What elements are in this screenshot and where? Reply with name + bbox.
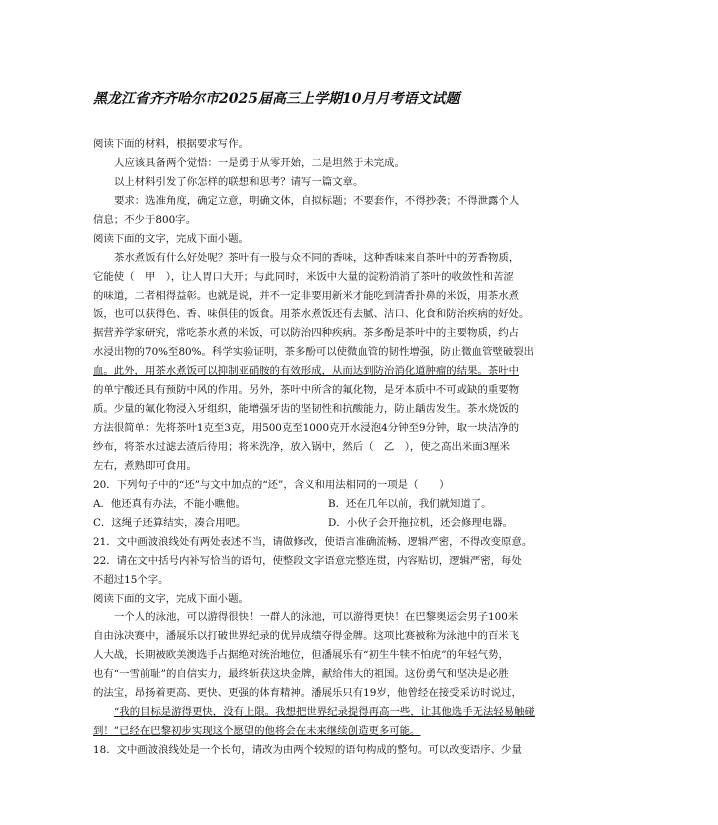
- passage-line: 的味道，二者相得益彰。也就是说，并不一定非要用新米才能吃到清香扑鼻的米饭，用茶水煮: [93, 289, 520, 302]
- passage-line: 人大战，长期被欧美澳选手占据绝对统治地位，但潘展乐有“初生牛犊不怕虎”的年轻气势，: [93, 649, 509, 662]
- instruction-line: 阅读下面的材料，根据要求写作。: [93, 138, 249, 150]
- page-title: 黑龙江省齐齐哈尔市2025届高三上学期10月月考语文试题: [93, 91, 460, 107]
- passage-line: 一个人的泳池，可以游得很快！一群人的泳池，可以游得更快！在巴黎奥运会男子100米: [114, 611, 519, 624]
- passage-line: “我的目标是游得更快，没有上限。我想把世界纪录提得再高一些，让其他选手无法轻易触碰: [114, 706, 535, 719]
- passage-line: 的法宝，昂扬着更高、更快、更强的体育精神。潘展乐只有19岁，他曾经在接受采访时说过，: [93, 687, 522, 700]
- options-row: [93, 514, 563, 533]
- document-body: [93, 135, 563, 760]
- passage-line: 也有“一雪前耻”的自信实力，最终斩获这块金牌，献给伟大的祖国。这份勇气和坚决是必胜: [93, 668, 509, 681]
- passage-line: 自由泳决赛中，潘展乐以打破世界纪录的优异成绩夺得金牌。这项比赛被称为泳池中的百米飞: [93, 630, 520, 643]
- passage-line: 纱布，将茶水过滤去渣后待用；将米洗净，放入锅中，然后（ 乙 ），使之高出米面3厘米: [93, 441, 511, 453]
- option-c: C．这绳子还算结实，凑合用吧。: [93, 516, 247, 529]
- question-21: 21．文中画波浪线处有两处表述不当，请做修改，使语言准确流畅、逻辑严密，不得改变原意。: [93, 535, 533, 548]
- passage-line: 血。此外，用茶水煮饭可以抑制亚硝胺的有效形成，从而达到防治消化道肿瘤的结果。茶叶中: [93, 365, 520, 378]
- question-22: 22．请在文中括号内补写恰当的语句，使整段文字语意完整连贯，内容贴切，逻辑严密，每处: [93, 554, 522, 567]
- passage-line: 到！”已经在巴黎初步实现这个愿望的他将会在未来继续创造更多可能。: [93, 725, 421, 738]
- material-line: 以上材料引发了你怎样的联想和思考？请写一篇文章。: [114, 175, 364, 188]
- passage-line: 它能使（ 甲 ），让人胃口大开；与此同时，米饭中大量的淀粉消消了茶叶的收敛性和苦涩: [93, 270, 514, 283]
- requirement-line: 信息；不少于800字。: [93, 213, 196, 226]
- passage-line: 据营养学家研究，常吃茶水煮的米饭，可以防治四种疾病。茶多酚是茶叶中的主要物质，约占: [93, 327, 520, 340]
- passage-line: 茶水煮饭有什么好处呢？茶叶有一股与众不同的香味，这种香味来自茶叶中的芳香物质，: [114, 251, 520, 264]
- passage-line: 质。少量的氟化物浸入牙组织，能增强牙齿的坚韧性和抗酸能力，防止龋齿发生。茶水烧饭的: [93, 403, 520, 416]
- option-d: D．小伙子会开拖拉机，还会修理电器。: [328, 516, 513, 529]
- question-22-cont: 不超过15个字。: [93, 573, 169, 586]
- options-row: [93, 495, 563, 514]
- option-a: A．他还真有办法，不能小瞧他。: [93, 497, 246, 510]
- material-line: 人应该具备两个觉悟：一是勇于从零开始，二是坦然于未完成。: [114, 156, 405, 169]
- instruction-line: 阅读下面的文字，完成下面小题。: [93, 592, 249, 605]
- option-b: B．还在几年以前，我们就知道了。: [328, 497, 492, 510]
- passage-line: 饭，也可以获得色、香、味俱佳的饭食。用茶水煮饭还有去腻、洁口、化食和防治疾病的好处。: [93, 308, 530, 321]
- passage-line: 水浸出物的70%至80%。科学实验证明，茶多酚可以使微血管的韧性增强，防止微血管壁破裂出: [93, 346, 535, 359]
- question-18: 18．文中画波浪线处是一个长句，请改为由两个较短的语句构成的整句。可以改变语序、少量: [93, 744, 522, 756]
- requirement-line: 要求：选准角度，确定立意，明确文体，自拟标题；不要套作，不得抄袭；不得泄露个人: [114, 194, 520, 207]
- passage-line: 方法很简单：先将茶叶1克至3克，用500克至1000克开水浸泡4分钟至9分钟，取一块洁净的: [93, 422, 519, 435]
- passage-line: 左右，煮熟即可食用。: [93, 459, 197, 472]
- passage-line: 的单宁酸还具有预防中风的作用。另外，茶叶中所含的氟化物，是牙本质中不可或缺的重要物: [93, 384, 520, 397]
- question-20: 20．下列句子中的“还”与文中加点的“还”，含义和用法相同的一项是（ ）: [93, 478, 450, 491]
- instruction-line: 阅读下面的文字，完成下面小题。: [93, 232, 249, 245]
